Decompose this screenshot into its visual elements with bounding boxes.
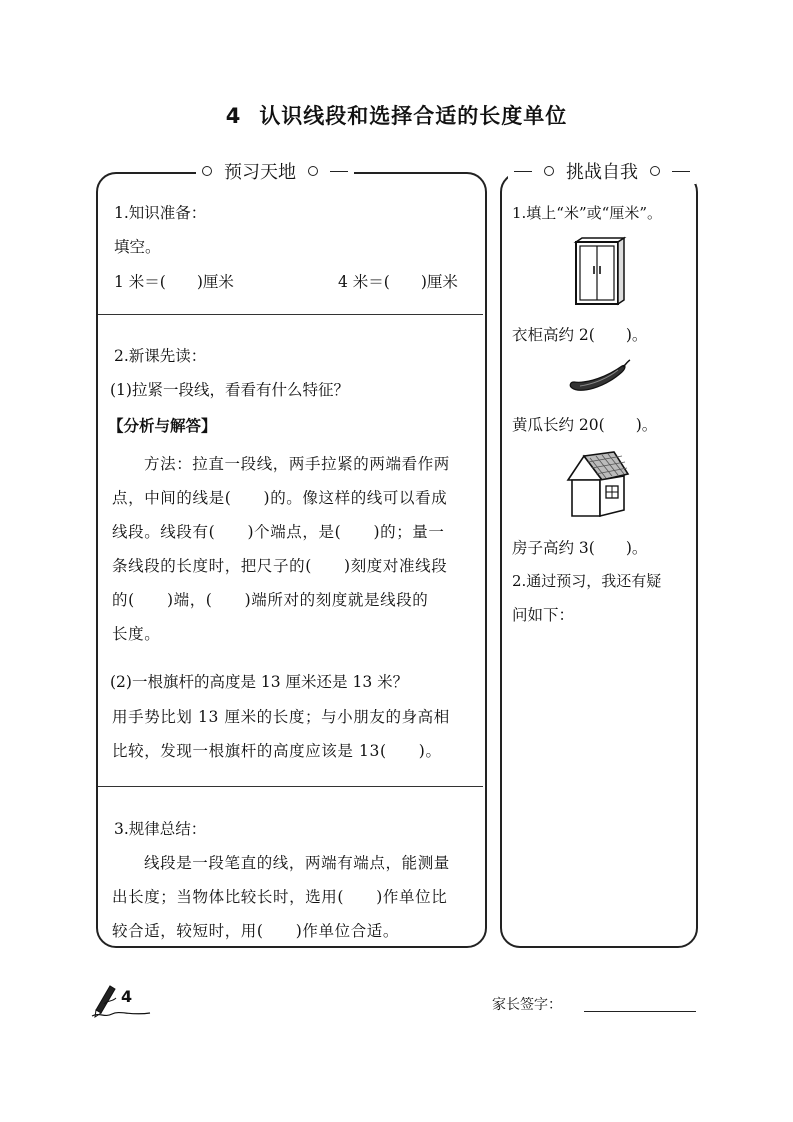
lesson-title: 认识线段和选择合适的长度单位 — [259, 104, 568, 128]
challenge-question-2-line1: 2.通过预习，我还有疑 — [512, 572, 662, 590]
summary-line: 出长度；当物体比较长时，选用( )作单位比 — [112, 888, 448, 906]
fill-item-1: 1 米＝( )厘米 — [114, 273, 234, 291]
challenge-question-2-line2: 问如下： — [512, 606, 575, 624]
flagpole-paragraph — [112, 700, 472, 768]
section2-question-1: (1)拉紧一段线，看看有什么特征？ — [110, 381, 349, 399]
section2-question-2: (2)一根旗杆的高度是 13 厘米还是 13 米？ — [110, 673, 409, 691]
summary-paragraph — [112, 846, 472, 948]
preview-header-label: 预习天地 — [224, 162, 296, 183]
lesson-number: 4 — [225, 104, 242, 128]
section1-subtitle: 填空。 — [114, 238, 161, 256]
flagpole-line: 比较，发现一根旗杆的高度应该是 13( )。 — [112, 742, 442, 760]
method-line: 方法：拉直一段线，两手拉紧的两端看作两 — [144, 455, 450, 473]
header-right-dot — [308, 166, 318, 176]
header-left-line — [514, 171, 532, 172]
summary-line: 较合适，较短时，用( )作单位合适。 — [112, 922, 399, 940]
preview-panel-header — [196, 158, 354, 184]
house-icon — [562, 450, 632, 520]
wardrobe-icon — [572, 236, 628, 306]
challenge-panel-header — [508, 158, 696, 184]
method-paragraph — [112, 447, 472, 651]
analysis-heading: 【分析与解答】 — [108, 416, 217, 435]
method-line: 线段。线段有( )个端点，是( )的；量一 — [112, 523, 445, 541]
parent-signature-label: 家长签字： — [492, 997, 562, 1013]
method-line: 长度。 — [112, 625, 161, 643]
challenge-header-label: 挑战自我 — [566, 162, 638, 183]
section-divider-2 — [98, 786, 483, 787]
house-question: 房子高约 3( )。 — [512, 539, 648, 557]
section3-title: 3.规律总结： — [114, 820, 207, 838]
header-right-line — [672, 171, 690, 172]
header-left-dot — [544, 166, 554, 176]
challenge-question-1: 1.填上“米”或“厘米”。 — [512, 204, 662, 222]
section2-title: 2.新课先读： — [114, 347, 207, 365]
header-left-dot — [202, 166, 212, 176]
section-divider-1 — [98, 314, 483, 315]
header-right-dot — [650, 166, 660, 176]
page-title — [0, 100, 793, 130]
header-right-line — [330, 171, 348, 172]
cucumber-question: 黄瓜长约 20( )。 — [512, 416, 658, 434]
cucumber-icon — [568, 358, 634, 396]
summary-line: 线段是一段笔直的线，两端有端点，能测量 — [144, 854, 450, 872]
section1-title: 1.知识准备： — [114, 204, 207, 222]
method-line: 点，中间的线是( )的。像这样的线可以看成 — [112, 489, 448, 507]
page-number: 4 — [121, 987, 133, 1006]
fill-item-2: 4 米＝( )厘米 — [338, 273, 458, 291]
method-line: 的( )端，( )端所对的刻度就是线段的 — [112, 591, 429, 609]
method-line: 条线段的长度时，把尺子的( )刻度对准线段 — [112, 557, 448, 575]
wardrobe-question: 衣柜高约 2( )。 — [512, 326, 648, 344]
parent-signature-line[interactable] — [584, 1011, 696, 1012]
flagpole-line: 用手势比划 13 厘米的长度；与小朋友的身高相 — [112, 708, 450, 726]
